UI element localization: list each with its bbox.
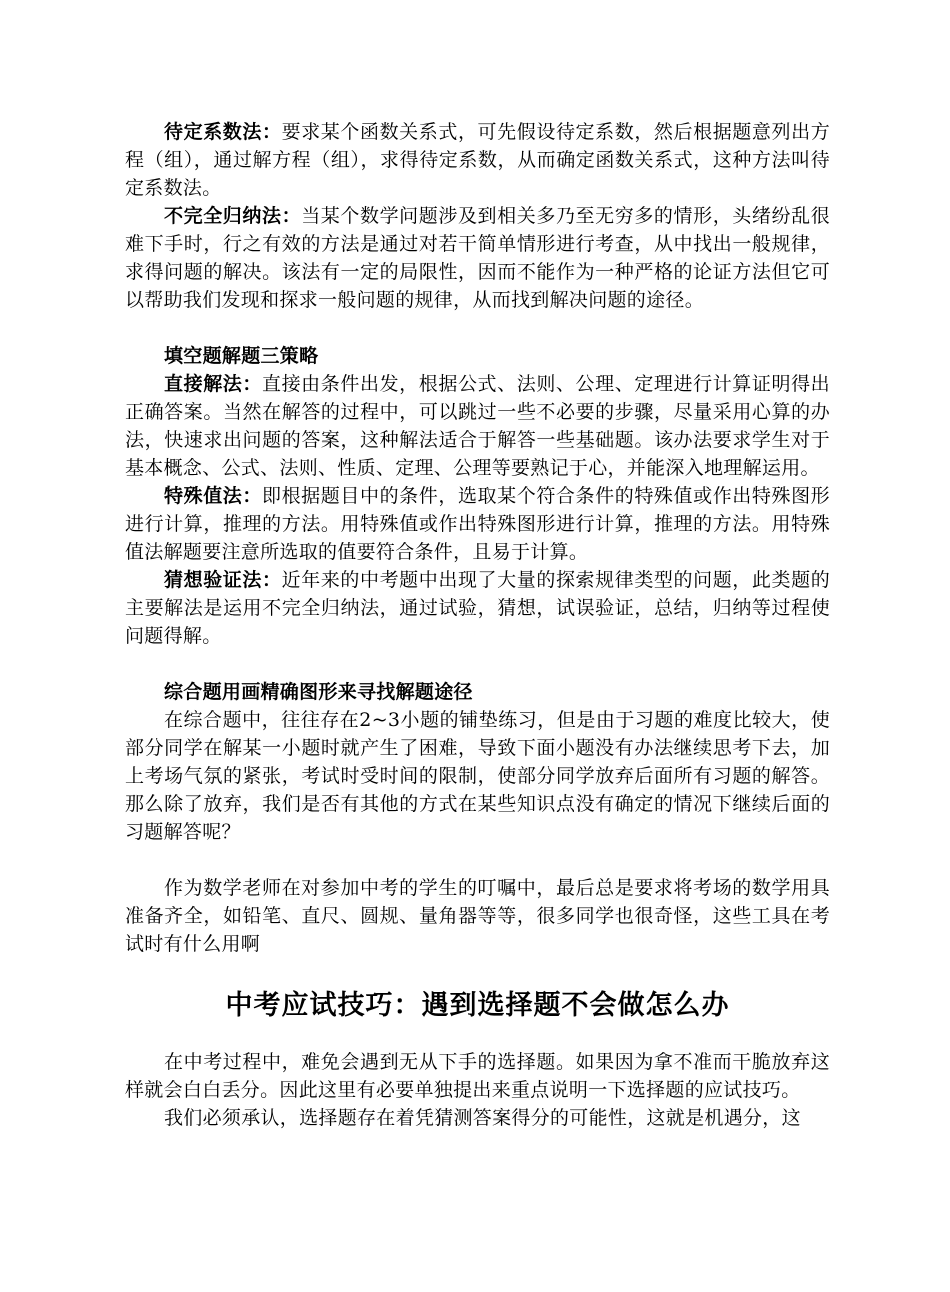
term-label: 直接解法： [164,373,262,395]
section-heading-comprehensive: 综合题用画精确图形来寻找解题途径 [164,681,473,703]
paragraph-text: 近年来的中考题中出现了大量的探索规律类型的问题，此类题的主要解法是运用不完全归纳法，通过试验，猜想，试误验证，总结，归纳等过程使问题得解。 [125,569,830,647]
document-page [125,118,830,1132]
spacer [125,958,830,986]
paragraph-text: 直接由条件出发，根据公式、法则、公理、定理进行计算证明得出正确答案。当然在解答的过程中，可以跳过一些不必要的步骤，尽量采用心算的办法，快速求出问题的答案，这种解法适合于解答一些基础题。该办法要求学生对于基本概念、公式、法则、性质、定理、公理等要熟记于心，并能深入地理解运用。 [125,373,830,479]
spacer [125,314,830,342]
spacer [125,650,830,678]
paragraph-comprehensive-2: 作为数学老师在对参加中考的学生的叮嘱中，最后总是要求将考场的数学用具准备齐全，如铅笔、直尺、圆规、量角器等等，很多同学也很奇怪，这些工具在考试时有什么用啊 [125,877,830,955]
spacer [125,846,830,874]
paragraph-article-2: 我们必须承认，选择题存在着凭猜测答案得分的可能性，这就是机遇分，这 [164,1107,801,1129]
paragraph-comprehensive-1: 在综合题中，往往存在2~3小题的铺垫练习，但是由于习题的难度比较大，使部分同学在解某一小题时就产生了困难，导致下面小题没有办法继续思考下去，加上考场气氛的紧张，考试时受时间的限制，使部分同学放弃后面所有习题的解答。那么除了放弃，我们是否有其他的方式在某些知识点没有确定的情况下继续后面的习题解答呢？ [125,709,830,843]
paragraph-direct-method [125,370,830,482]
paragraph-text: 即根据题目中的条件，选取某个符合条件的特殊值或作出特殊图形进行计算，推理的方法。用特殊值或作出特殊图形进行计算，推理的方法。用特殊值法解题要注意所选取的值要符合条件，且易于计算。 [125,485,830,563]
paragraph-incomplete-induction [125,202,830,314]
term-label: 不完全归纳法： [164,205,302,227]
paragraph-text: 当某个数学问题涉及到相关多乃至无穷多的情形，头绪纷乱很难下手时，行之有效的方法是通过对若干简单情形进行考查，从中找出一般规律，求得问题的解决。该法有一定的局限性，因而不能作为一种严格的论证方法但它可以帮助我们发现和探求一般问题的规律，从而找到解决问题的途径。 [125,205,830,311]
paragraph-undetermined-coefficients [125,118,830,202]
term-label: 猜想验证法： [164,569,282,591]
article-title: 中考应试技巧：遇到选择题不会做怎么办 [225,990,730,1021]
paragraph-text: 要求某个函数关系式，可先假设待定系数，然后根据题意列出方程（组），通过解方程（组），求得待定系数，从而确定函数关系式，这种方法叫待定系数法。 [125,121,830,199]
paragraph-article-1: 在中考过程中，难免会遇到无从下手的选择题。如果因为拿不准而干脆放弃这样就会白白丢分。因此这里有必要单独提出来重点说明一下选择题的应试技巧。 [125,1051,830,1101]
paragraph-guess-verify [125,566,830,650]
section-heading-fill-in: 填空题解题三策略 [164,345,319,367]
spacer [125,1026,830,1048]
term-label: 特殊值法： [164,485,262,507]
term-label: 待定系数法： [164,121,282,143]
paragraph-special-value [125,482,830,566]
